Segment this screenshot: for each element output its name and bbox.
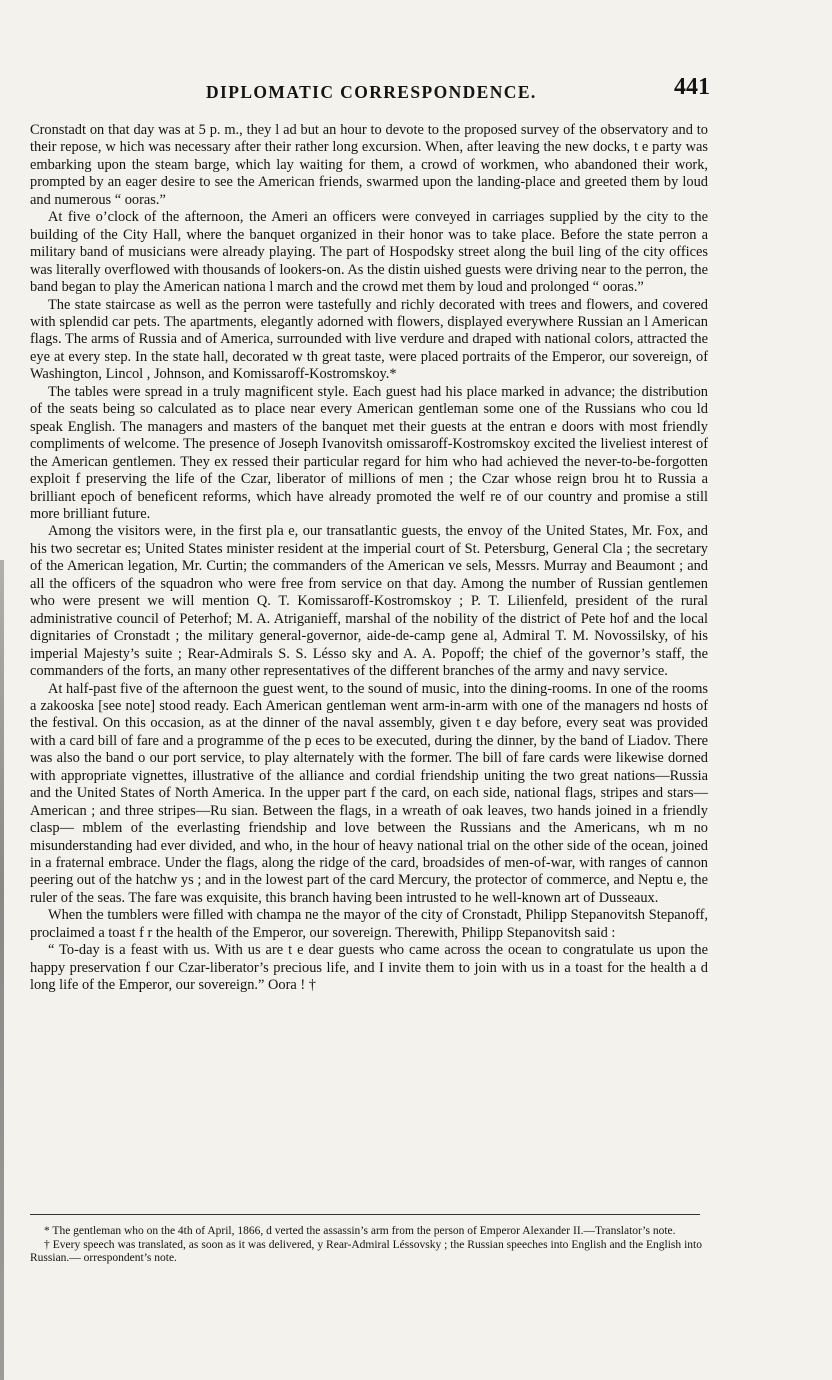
footnote: * The gentleman who on the 4th of April, 1866, d verted the assassin’s arm from the person of Emperor Alexander II.—Translator’s note. xyxy=(44,1225,676,1237)
footnotes xyxy=(30,1225,702,1266)
paragraph: “ To-day is a feast with us. With us are t e dear guests who came across the ocean to congratulate us upon the happy preservation f our Czar-liberator’s precious life, and I invite them to join with us in a toast for the health a d long life of the Emperor, our sovereign.” Oora ! † xyxy=(30,942,708,994)
page-number: 441 xyxy=(674,74,710,100)
paragraph: The tables were spread in a truly magnificent style. Each guest had his place marked in advance; the distribution of the seats being so calculated as to place near every American gentleman some one of the Russians who cou ld speak English. The managers and masters of the banquet met their guests at the entran e doors with most friendly compliments of welcome. The presence of Joseph Ivanovitsh omissaroff-Kostromskoy excited the liveliest interest of the American gentlemen. They ex ressed their particular regard for him who had achieved the never-to-be-forgotten exploit f preserving the life of the Czar, liberator of millions of men ; the Czar whose reign brou ht to Russia a brilliant epoch of beneficent reforms, which have already promoted the welf re of our country and promise a still more brilliant future. xyxy=(30,383,708,522)
paragraph: Among the visitors were, in the first pla e, our transatlantic guests, the envoy of the United States, Mr. Fox, and his two secretar es; United States minister resident at the imperial court of St. Petersburg, General Cla ; the secretary of the American legation, Mr. Curtin; the commanders of the American ve sels, Messrs. Murray and Beaumont ; and all the officers of the squadron who were free from service on that day. Among the number of Russian gentlemen who were present we will mention Q. T. Komissaroff-Kostromskoy ; P. T. Lilienfeld, president of the rural administrative council of Peterhof; M. A. Atriganieff, marshal of the nobility of the district of Pete hof and the local dignitaries of Cronstadt ; the military general-governor, aide-de-camp gene al, Admiral T. M. Novossilsky, of his imperial Majesty’s suite ; Rear-Admirals S. S. Lésso sky and A. A. Popoff; the chief of the governor’s staff, the commanders of the forts, an many other representatives of the different branches of the army and navy service. xyxy=(30,523,708,680)
paragraph: The state staircase as well as the perron were tastefully and richly decorated with trees and flowers, and covered with splendid car pets. The apartments, elegantly adorned with flowers, displayed everywhere Russian an l American flags. The arms of Russia and of America, surrounded with live verdure and draped with national colors, attracted the eye at every step. In the state hall, decorated w th great taste, were placed portraits of the Emperor, our sovereign, of Washington, Lincol , Johnson, and Komissaroff-Kostromskoy.* xyxy=(30,296,708,383)
paragraph: At half-past five of the afternoon the guest went, to the sound of music, into the dining-rooms. In one of the rooms a zakooska [see note] stood ready. Each American gentleman went arm-in-arm with one of the managers nd hosts of the festival. On this occasion, as at the dinner of the naval assembly, given t e day before, every seat was provided with a card bill of fare and a programme of the p eces to be executed, during the dinner, by the band of Liadov. There was also the band o our port service, to play alternately with the former. The bill of fare cards were likewise dorned with appropriate vignettes, illustrative of the alliance and cordial friendship uniting the two great nations—Russia and the United States of North America. In the upper part f the card, on each side, national flags, stripes and stars—American ; and three stripes—Ru sian. Between the flags, in a wreath of oak leaves, two hands joined in a friendly clasp— mblem of the everlasting friendship and love between the Russians and the Americans, wh m no misunderstanding had ever divided, and who, in the hour of heavy national trial on the other side of the ocean, joined in a fraternal embrace. Under the flags, along the ridge of the card, broadsides of men-of-war, with ranges of cannon peering out of the hatchw ys ; and in the lowest part of the card Mercury, the protector of commerce, and Neptu e, the ruler of the seas. The fare was exquisite, this branch having been intrusted to he well-known art of Dusseaux. xyxy=(30,680,708,906)
body-text xyxy=(30,122,708,995)
paragraph: At five o’clock of the afternoon, the Ameri an officers were conveyed in carriages supplied by the city to the building of the City Hall, where the banquet organized in their honor was to take place. Before the state perron a military band of musicians were already playing. The part of Hospodsky street along the buil ling of the city offices was literally overflowed with thousands of lookers-on. As the distin uished guests were driving near to the perron, the band began to play the American nationa l march and the crowd met them by loud and prolonged “ ooras.” xyxy=(30,209,708,296)
paragraph: When the tumblers were filled with champa ne the mayor of the city of Cronstadt, Philipp Stepanovitsh Stepanoff, proclaimed a toast f r the health of the Emperor, our sovereign. Therewith, Philipp Stepanovitsh said : xyxy=(30,907,708,941)
footnote: † Every speech was translated, as soon as it was delivered, y Rear-Admiral Léssovsky ; the Russian speeches into English and the English into Russian.— orrespondent’s note. xyxy=(30,1238,702,1265)
paragraph: Cronstadt on that day was at 5 p. m., they l ad but an hour to devote to the proposed survey of the observatory and to their repose, w hich was necessary after their rather long excursion. When, after leaving the new docks, t e party was embarking upon the steam barge, which lay waiting for them, a crowd of workmen, who abandoned their work, prompted by an eager desire to see the American friends, swarmed upon the landing-place and greeted them by loud and numerous “ ooras.” xyxy=(30,122,708,208)
footnote-divider xyxy=(30,1214,700,1215)
page-edge-shadow xyxy=(0,560,4,1380)
running-title: DIPLOMATIC CORRESPONDENCE. xyxy=(206,82,537,102)
page-header xyxy=(30,74,710,106)
